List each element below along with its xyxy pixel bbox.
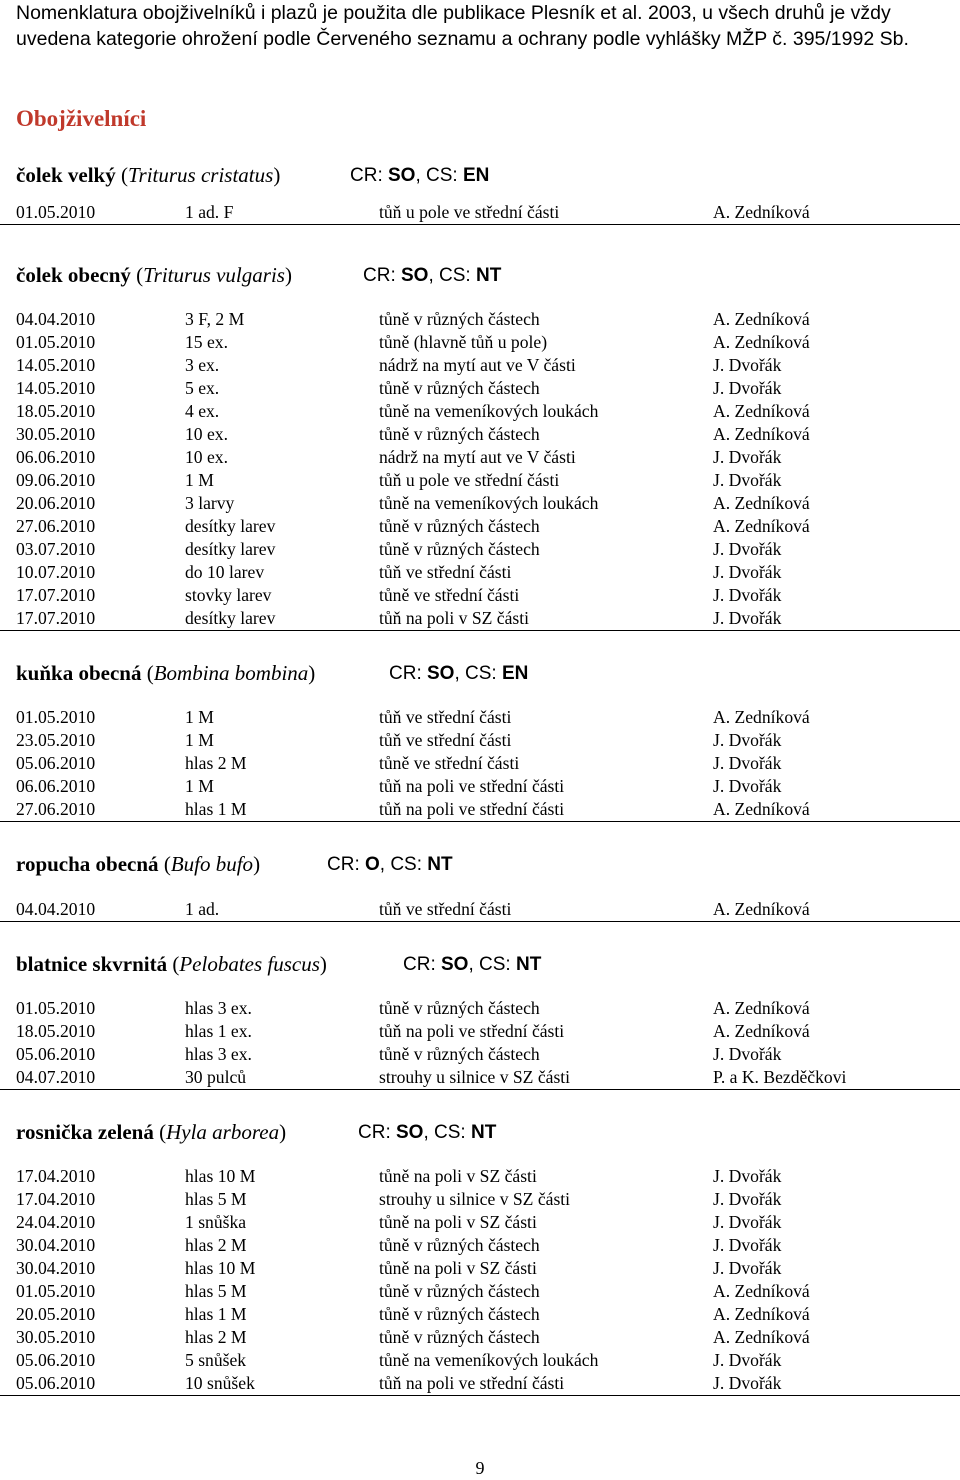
record-table <box>0 997 960 1090</box>
cs-category: NT <box>475 265 502 286</box>
record-observer: A. Zedníková <box>713 309 810 329</box>
record-row <box>0 752 960 775</box>
species-name: blatnice skvrnitá (Pelobates fuscus) <box>16 952 327 976</box>
record-observer: A. Zedníková <box>713 1327 810 1347</box>
record-date: 20.05.2010 <box>16 1304 96 1324</box>
record-observer: J. Dvořák <box>713 730 782 750</box>
record-date: 30.04.2010 <box>16 1258 96 1278</box>
record-locality: tůně ve střední části <box>379 753 520 773</box>
species-name: kuňka obecná (Bombina bombina) <box>16 661 316 685</box>
record-locality: tůně v různých částech <box>379 539 540 559</box>
cr-prefix: CR: <box>350 165 388 186</box>
record-date: 18.05.2010 <box>16 1021 96 1041</box>
record-row <box>0 706 960 729</box>
record-date: 05.06.2010 <box>16 753 96 773</box>
record-count: 3 ex. <box>185 355 220 375</box>
species-name: čolek velký (Triturus cristatus) <box>16 163 281 187</box>
record-observer: A. Zedníková <box>713 493 810 513</box>
record-locality: tůň na poli ve střední části <box>379 1021 565 1041</box>
record-row <box>0 515 960 538</box>
record-count: 1 M <box>185 730 214 750</box>
record-row <box>0 1372 960 1395</box>
record-table <box>0 1165 960 1396</box>
record-observer: J. Dvořák <box>713 1212 782 1232</box>
record-count: 10 ex. <box>185 447 228 467</box>
record-table <box>0 706 960 822</box>
record-date: 03.07.2010 <box>16 539 96 559</box>
record-date: 01.05.2010 <box>16 707 96 727</box>
record-row <box>0 997 960 1020</box>
species-latin-name: Bombina bombina <box>153 661 309 685</box>
record-observer: J. Dvořák <box>713 585 782 605</box>
record-count: hlas 5 M <box>185 1189 247 1209</box>
record-date: 17.07.2010 <box>16 585 96 605</box>
threat-category <box>403 954 541 976</box>
record-row <box>0 538 960 561</box>
intro-paragraph: Nomenklatura obojživelníků i plazů je použita dle publikace Plesník et al. 2003, u všech druhů je vždy uvedena kategorie ohrožení podle Červeného seznamu a ochrany podle vyhlášky MŽP č. 395/1992 Sb. <box>16 2 909 50</box>
threat-category <box>363 265 501 287</box>
species-czech-name: ropucha obecná <box>16 852 159 876</box>
cr-category: SO <box>427 663 455 684</box>
record-locality: strouhy u silnice v SZ části <box>379 1189 571 1209</box>
record-locality: tůň na poli ve střední části <box>379 799 565 819</box>
record-date: 04.04.2010 <box>16 309 96 329</box>
record-locality: tůně v různých částech <box>379 378 540 398</box>
record-count: hlas 1 M <box>185 1304 247 1324</box>
cr-category: SO <box>441 954 469 975</box>
record-date: 01.05.2010 <box>16 332 96 352</box>
record-locality: tůň ve střední části <box>379 899 512 919</box>
record-row <box>0 331 960 354</box>
record-locality: nádrž na mytí aut ve V části <box>379 447 576 467</box>
record-count: hlas 5 M <box>185 1281 247 1301</box>
record-locality: tůně v různých částech <box>379 309 540 329</box>
record-observer: A. Zedníková <box>713 401 810 421</box>
record-table <box>0 898 960 922</box>
record-date: 14.05.2010 <box>16 378 96 398</box>
record-count: 1 ad. F <box>185 202 234 222</box>
record-date: 04.07.2010 <box>16 1067 96 1087</box>
record-locality: tůň ve střední části <box>379 562 512 582</box>
record-date: 23.05.2010 <box>16 730 96 750</box>
cr-category: SO <box>388 165 416 186</box>
record-observer: J. Dvořák <box>713 1373 782 1393</box>
cr-prefix: CR: <box>389 663 427 684</box>
record-row <box>0 308 960 331</box>
record-observer: J. Dvořák <box>713 447 782 467</box>
record-observer: J. Dvořák <box>713 1235 782 1255</box>
record-date: 05.06.2010 <box>16 1044 96 1064</box>
cs-prefix: , CS: <box>454 663 502 684</box>
record-row <box>0 446 960 469</box>
record-row <box>0 1234 960 1257</box>
record-date: 10.07.2010 <box>16 562 96 582</box>
species-latin-name: Hyla arborea <box>166 1120 280 1144</box>
record-count: 5 snůšek <box>185 1350 247 1370</box>
cr-prefix: CR: <box>403 954 441 975</box>
record-count: hlas 10 M <box>185 1258 256 1278</box>
record-observer: J. Dvořák <box>713 355 782 375</box>
record-count: desítky larev <box>185 539 276 559</box>
cs-category: EN <box>462 165 490 186</box>
threat-category <box>350 165 489 187</box>
record-row <box>0 1303 960 1326</box>
record-date: 04.04.2010 <box>16 899 96 919</box>
record-date: 01.05.2010 <box>16 998 96 1018</box>
record-date: 14.05.2010 <box>16 355 96 375</box>
record-count: hlas 3 ex. <box>185 1044 252 1064</box>
record-count: 1 M <box>185 470 214 490</box>
cs-category: NT <box>470 1122 497 1143</box>
threat-category <box>389 663 528 685</box>
record-locality: tůně v různých částech <box>379 1304 540 1324</box>
record-count: hlas 1 ex. <box>185 1021 252 1041</box>
record-observer: A. Zedníková <box>713 516 810 536</box>
record-observer: P. a K. Bezděčkovi <box>713 1067 847 1087</box>
record-locality: tůň na poli ve střední části <box>379 776 565 796</box>
record-date: 30.05.2010 <box>16 1327 96 1347</box>
cr-category: SO <box>396 1122 424 1143</box>
record-locality: tůně (hlavně tůň u pole) <box>379 332 548 352</box>
species-czech-name: kuňka obecná <box>16 661 142 685</box>
cs-prefix: , CS: <box>415 165 463 186</box>
record-observer: J. Dvořák <box>713 562 782 582</box>
species-czech-name: čolek obecný <box>16 263 131 287</box>
species-name: rosnička zelená (Hyla arborea) <box>16 1120 287 1144</box>
cs-prefix: , CS: <box>468 954 516 975</box>
record-count: 3 F, 2 M <box>185 309 245 329</box>
record-locality: tůň na poli ve střední části <box>379 1373 565 1393</box>
record-locality: tůně na poli v SZ části <box>379 1258 537 1278</box>
record-locality: tůně na poli v SZ části <box>379 1212 537 1232</box>
record-date: 17.04.2010 <box>16 1189 96 1209</box>
record-locality: tůň ve střední části <box>379 730 512 750</box>
record-table <box>0 308 960 631</box>
species-czech-name: čolek velký <box>16 163 116 187</box>
record-date: 17.07.2010 <box>16 608 96 628</box>
record-locality: tůně na vemeníkových loukách <box>379 401 599 421</box>
record-row <box>0 400 960 423</box>
species-name: ropucha obecná (Bufo bufo) <box>16 852 261 876</box>
record-row <box>0 1066 960 1089</box>
record-locality: tůň ve střední části <box>379 707 512 727</box>
record-count: hlas 2 M <box>185 753 247 773</box>
record-observer: A. Zedníková <box>713 1281 810 1301</box>
record-locality: tůně v různých částech <box>379 998 540 1018</box>
record-locality: tůně v různých částech <box>379 1235 540 1255</box>
record-count: 1 M <box>185 776 214 796</box>
record-observer: A. Zedníková <box>713 799 810 819</box>
record-row <box>0 354 960 377</box>
record-row <box>0 1188 960 1211</box>
cr-category: O <box>365 854 380 875</box>
record-locality: tůně v různých částech <box>379 1281 540 1301</box>
cs-prefix: , CS: <box>423 1122 471 1143</box>
record-count: 30 pulců <box>185 1067 247 1087</box>
record-observer: J. Dvořák <box>713 378 782 398</box>
record-count: 15 ex. <box>185 332 228 352</box>
record-row <box>0 898 960 921</box>
cs-category: NT <box>427 854 453 875</box>
record-count: hlas 1 M <box>185 799 247 819</box>
record-count: desítky larev <box>185 608 276 628</box>
record-locality: nádrž na mytí aut ve V části <box>379 355 576 375</box>
record-count: hlas 10 M <box>185 1166 256 1186</box>
record-row <box>0 607 960 630</box>
record-row <box>0 798 960 821</box>
record-observer: J. Dvořák <box>713 608 782 628</box>
record-count: 4 ex. <box>185 401 220 421</box>
cs-category: NT <box>515 954 542 975</box>
record-observer: J. Dvořák <box>713 1258 782 1278</box>
cs-prefix: , CS: <box>379 854 428 875</box>
cs-prefix: , CS: <box>428 265 476 286</box>
record-date: 09.06.2010 <box>16 470 96 490</box>
record-count: 1 ad. <box>185 899 220 919</box>
record-date: 30.05.2010 <box>16 424 96 444</box>
record-date: 18.05.2010 <box>16 401 96 421</box>
record-locality: tůně na vemeníkových loukách <box>379 493 599 513</box>
record-count: hlas 3 ex. <box>185 998 252 1018</box>
record-count: 5 ex. <box>185 378 220 398</box>
record-locality: strouhy u silnice v SZ části <box>379 1067 571 1087</box>
record-date: 05.06.2010 <box>16 1350 96 1370</box>
record-row <box>0 1211 960 1234</box>
cr-prefix: CR: <box>363 265 401 286</box>
record-observer: A. Zedníková <box>713 1021 810 1041</box>
record-count: 1 snůška <box>185 1212 247 1232</box>
species-name: čolek obecný (Triturus vulgaris) <box>16 263 292 287</box>
record-observer: A. Zedníková <box>713 1304 810 1324</box>
record-locality: tůně na vemeníkových loukách <box>379 1350 599 1370</box>
record-observer: A. Zedníková <box>713 424 810 444</box>
record-count: 10 ex. <box>185 424 228 444</box>
species-latin-name: Bufo bufo <box>170 852 254 876</box>
record-row <box>0 584 960 607</box>
record-observer: A. Zedníková <box>713 899 810 919</box>
record-observer: J. Dvořák <box>713 1189 782 1209</box>
record-row <box>0 1257 960 1280</box>
cs-category: EN <box>501 663 529 684</box>
record-date: 24.04.2010 <box>16 1212 96 1232</box>
record-row <box>0 729 960 752</box>
record-row <box>0 1349 960 1372</box>
record-observer: J. Dvořák <box>713 753 782 773</box>
record-count: 3 larvy <box>185 493 235 513</box>
record-row <box>0 1280 960 1303</box>
record-table <box>0 201 960 225</box>
species-latin-name: Triturus cristatus <box>128 163 274 187</box>
record-observer: A. Zedníková <box>713 202 810 222</box>
record-row <box>0 1020 960 1043</box>
record-observer: A. Zedníková <box>713 998 810 1018</box>
record-row <box>0 1326 960 1349</box>
species-czech-name: blatnice skvrnitá <box>16 952 168 976</box>
record-date: 06.06.2010 <box>16 776 96 796</box>
record-row <box>0 201 960 224</box>
cr-prefix: CR: <box>327 854 365 875</box>
record-observer: J. Dvořák <box>713 470 782 490</box>
record-date: 01.05.2010 <box>16 1281 96 1301</box>
cr-category: SO <box>401 265 429 286</box>
record-observer: J. Dvořák <box>713 1350 782 1370</box>
record-observer: J. Dvořák <box>713 776 782 796</box>
cr-prefix: CR: <box>358 1122 396 1143</box>
record-count: 10 snůšek <box>185 1373 255 1393</box>
record-date: 30.04.2010 <box>16 1235 96 1255</box>
record-observer: J. Dvořák <box>713 1166 782 1186</box>
record-observer: A. Zedníková <box>713 332 810 352</box>
record-count: desítky larev <box>185 516 276 536</box>
species-latin-name: Pelobates fuscus <box>179 952 320 976</box>
species-latin-name: Triturus vulgaris <box>143 263 285 287</box>
record-locality: tůň na poli v SZ části <box>379 608 530 628</box>
record-locality: tůň u pole ve střední části <box>379 470 560 490</box>
record-locality: tůň u pole ve střední části <box>379 202 560 222</box>
record-locality: tůně v různých částech <box>379 1327 540 1347</box>
record-row <box>0 469 960 492</box>
record-count: do 10 larev <box>185 562 265 582</box>
record-locality: tůně v různých částech <box>379 1044 540 1064</box>
record-observer: J. Dvořák <box>713 1044 782 1064</box>
record-row <box>0 1043 960 1066</box>
record-row <box>0 377 960 400</box>
record-locality: tůně v různých částech <box>379 516 540 536</box>
record-observer: A. Zedníková <box>713 707 810 727</box>
record-count: 1 M <box>185 707 214 727</box>
record-count: stovky larev <box>185 585 272 605</box>
page-number: 9 <box>475 1458 485 1478</box>
record-locality: tůně v různých částech <box>379 424 540 444</box>
section-title: Obojživelníci <box>16 106 147 131</box>
record-row <box>0 492 960 515</box>
record-date: 27.06.2010 <box>16 799 96 819</box>
record-date: 05.06.2010 <box>16 1373 96 1393</box>
record-observer: J. Dvořák <box>713 539 782 559</box>
record-row <box>0 775 960 798</box>
species-czech-name: rosnička zelená <box>16 1120 154 1144</box>
record-locality: tůně ve střední části <box>379 585 520 605</box>
record-row <box>0 423 960 446</box>
record-locality: tůně na poli v SZ části <box>379 1166 537 1186</box>
record-count: hlas 2 M <box>185 1235 247 1255</box>
record-date: 01.05.2010 <box>16 202 96 222</box>
record-date: 27.06.2010 <box>16 516 96 536</box>
record-row <box>0 561 960 584</box>
record-count: hlas 2 M <box>185 1327 247 1347</box>
record-date: 20.06.2010 <box>16 493 96 513</box>
record-row <box>0 1165 960 1188</box>
threat-category <box>358 1122 496 1144</box>
threat-category <box>327 854 453 876</box>
record-date: 17.04.2010 <box>16 1166 96 1186</box>
record-date: 06.06.2010 <box>16 447 96 467</box>
